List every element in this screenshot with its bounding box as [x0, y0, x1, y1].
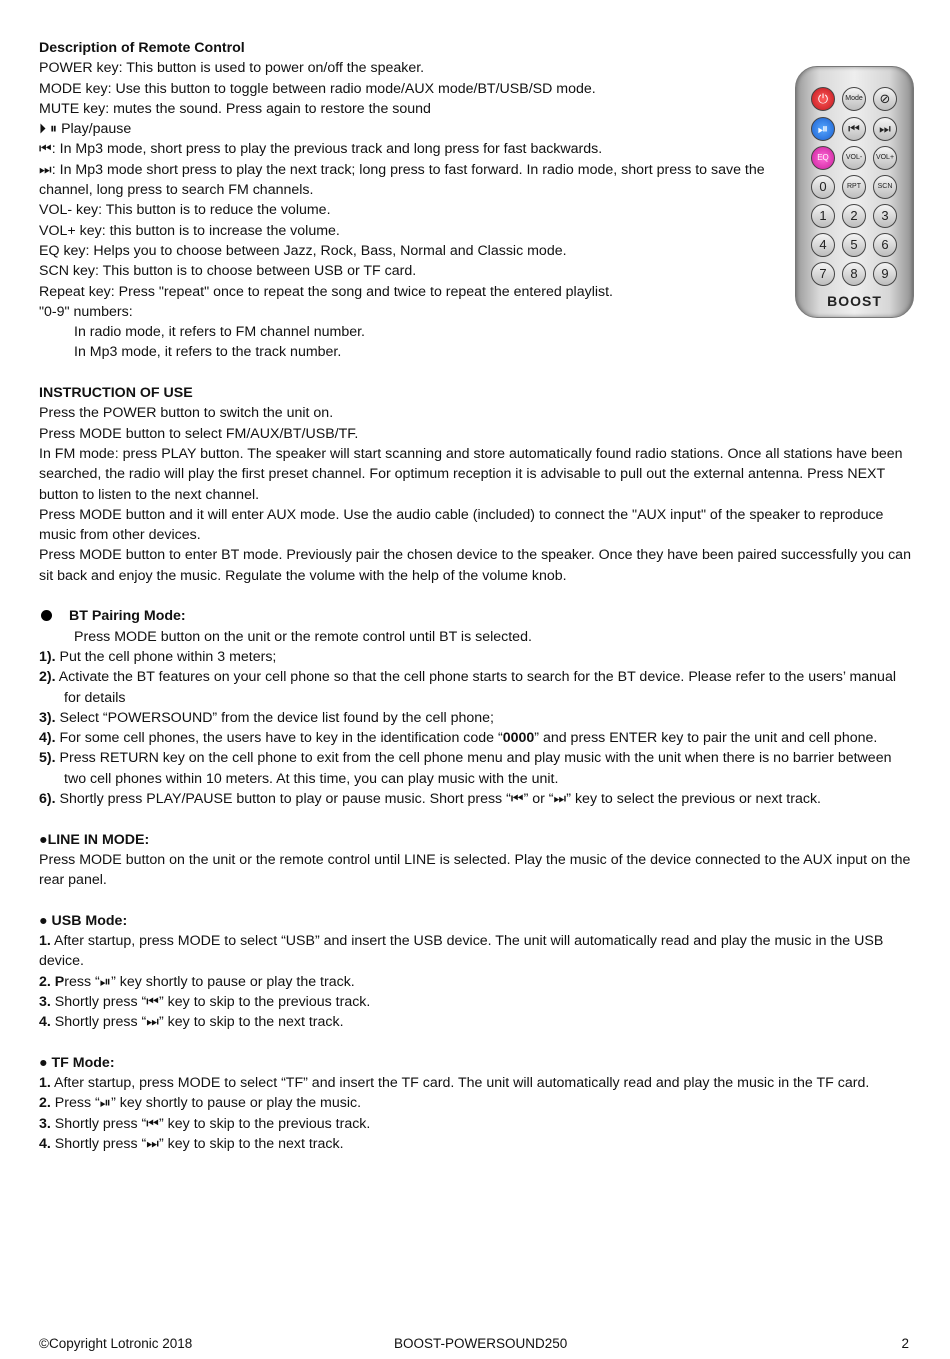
repeat-key-desc: Repeat key: Press "repeat" once to repeat the song and twice to repeat the entered playlist. [39, 283, 613, 300]
line-in-title: ●LINE IN MODE: [39, 831, 150, 848]
bt-step: 1). Put the cell phone within 3 meters; [39, 648, 277, 665]
numbers-desc: "0-9" numbers: [39, 303, 133, 320]
tf-step: 3. Shortly press “⏮” key to skip to the previous track. [39, 1115, 371, 1132]
tf-step: 1. After startup, press MODE to select “TF” and insert the TF card. The unit will automatically read and play the music in the TF card. [39, 1075, 870, 1092]
usb-title: ● USB Mode: [39, 912, 128, 929]
power-key-desc: POWER key: This button is used to power on/off the speaker. [39, 60, 425, 77]
key-8: 8 [842, 262, 866, 286]
instruction-para: Press the POWER button to switch the unit on. [39, 405, 334, 422]
mute-key-icon: ⊘ [873, 87, 897, 111]
mode-key-desc: MODE key: Use this button to toggle between radio mode/AUX mode/BT/USB/SD mode. [39, 80, 596, 97]
key-9: 9 [873, 262, 897, 286]
mute-key-desc: MUTE key: mutes the sound. Press again to restore the sound [39, 100, 431, 117]
usb-step: 4. Shortly press “⏭” key to skip to the next track. [39, 1014, 344, 1031]
next-key-desc: ⏭: In Mp3 mode short press to play the next track; long press to fast forward. In radio mode, short press to save the channel, long press to search FM channels. [39, 161, 765, 199]
play-pause-key-icon: ⏯ [811, 117, 835, 141]
instruction-para: Press MODE button and it will enter AUX mode. Use the audio cable (included) to connect the "AUX input" of the speaker to reproduce music from other devices. [39, 506, 884, 544]
vol-minus-key: VOL- [842, 146, 866, 170]
eq-key-desc: EQ key: Helps you to choose between Jazz, Rock, Bass, Normal and Classic mode. [39, 242, 567, 259]
bt-step: 6). Shortly press PLAY/PAUSE button to play or pause music. Short press “⏮” or “⏭” key to select the previous or next track. [39, 790, 821, 807]
key-7: 7 [811, 262, 835, 286]
bt-step: 5). Press RETURN key on the cell phone to exit from the cell phone menu and play music with the unit when there is no barrier between two cell phones within 10 meters. At this time, you can play music with the unit. [39, 750, 892, 787]
instruction-title: INSTRUCTION OF USE [39, 385, 193, 402]
usb-step: 2. Press “⏯” key shortly to pause or play the track. [39, 973, 355, 990]
key-5: 5 [842, 233, 866, 257]
eq-key: EQ [811, 146, 835, 170]
scn-key-desc: SCN key: This button is to choose between USB or TF card. [39, 263, 417, 280]
bt-step: 3). Select “POWERSOUND” from the device list found by the cell phone; [39, 709, 494, 726]
vol-plus-desc: VOL+ key: this button is to increase the volume. [39, 222, 340, 239]
rpt-key: RPT [842, 175, 866, 199]
tf-title: ● TF Mode: [39, 1054, 115, 1071]
key-4: 4 [811, 233, 835, 257]
key-2: 2 [842, 204, 866, 228]
instruction-para: In FM mode: press PLAY button. The speaker will start scanning and store automatically found radio stations. Once all stations have been searched, the radio will play the first preset channel. For optimum reception it is advisable to pull out the external antenna. Press NEXT button to listen to the next channel. [39, 445, 903, 503]
page-number: 2 [901, 1336, 909, 1351]
line-in-text: Press MODE button on the unit or the remote control until LINE is selected. Play the music of the device connected to the AUX input on the rear panel. [39, 851, 911, 889]
bt-step: 2). Activate the BT features on your cell phone so that the cell phone starts to search for the BT device. Please refer to the users’ manual for details [39, 669, 896, 706]
play-pause-desc: ⏵ ⏸ Play/pause [39, 121, 132, 138]
numbers-radio-desc: In radio mode, it refers to FM channel number. [74, 324, 365, 341]
prev-key-desc: ⏮: In Mp3 mode, short press to play the previous track and long press for fast backwards. [39, 141, 603, 158]
scn-key: SCN [873, 175, 897, 199]
document-body [39, 38, 911, 1154]
bt-title: BT Pairing Mode: [39, 606, 911, 626]
tf-step: 4. Shortly press “⏭” key to skip to the next track. [39, 1136, 344, 1153]
remote-brand-logo: BOOST [827, 293, 882, 309]
instruction-para: Press MODE button to select FM/AUX/BT/USB/TF. [39, 425, 359, 442]
mode-key: Mode [842, 87, 866, 111]
remote-control-image [795, 66, 914, 318]
bt-step: 4). For some cell phones, the users have to key in the identification code “0000” and press ENTER key to pair the unit and cell phone. [39, 730, 878, 747]
tf-step: 2. Press “⏯” key shortly to pause or play the music. [39, 1095, 362, 1112]
vol-plus-key: VOL+ [873, 146, 897, 170]
key-0: 0 [811, 175, 835, 199]
model-name: BOOST-POWERSOUND250 [394, 1336, 568, 1351]
remote-section-title: Description of Remote Control [39, 40, 245, 56]
usb-step: 1. After startup, press MODE to select “USB” and insert the USB device. The unit will automatically read and play the music in the USB device. [39, 933, 884, 970]
instruction-para: Press MODE button to enter BT mode. Previously pair the chosen device to the speaker. Once they have been paired successfully you can sit back and enjoy the music. Regulate the volume with the help of the volume knob. [39, 547, 911, 584]
prev-key-icon: ⏮ [842, 117, 866, 141]
key-6: 6 [873, 233, 897, 257]
vol-minus-desc: VOL- key: This button is to reduce the volume. [39, 202, 331, 219]
key-3: 3 [873, 204, 897, 228]
bt-intro: Press MODE button on the unit or the remote control until BT is selected. [74, 628, 532, 645]
bullet-icon [41, 610, 52, 621]
usb-step: 3. Shortly press “⏮” key to skip to the previous track. [39, 993, 371, 1010]
copyright: ©Copyright Lotronic 2018 [39, 1336, 193, 1351]
power-key-icon: ⏻ [811, 87, 835, 111]
numbers-mp3-desc: In Mp3 mode, it refers to the track number. [74, 344, 342, 361]
next-key-icon: ⏭ [873, 117, 897, 141]
key-1: 1 [811, 204, 835, 228]
